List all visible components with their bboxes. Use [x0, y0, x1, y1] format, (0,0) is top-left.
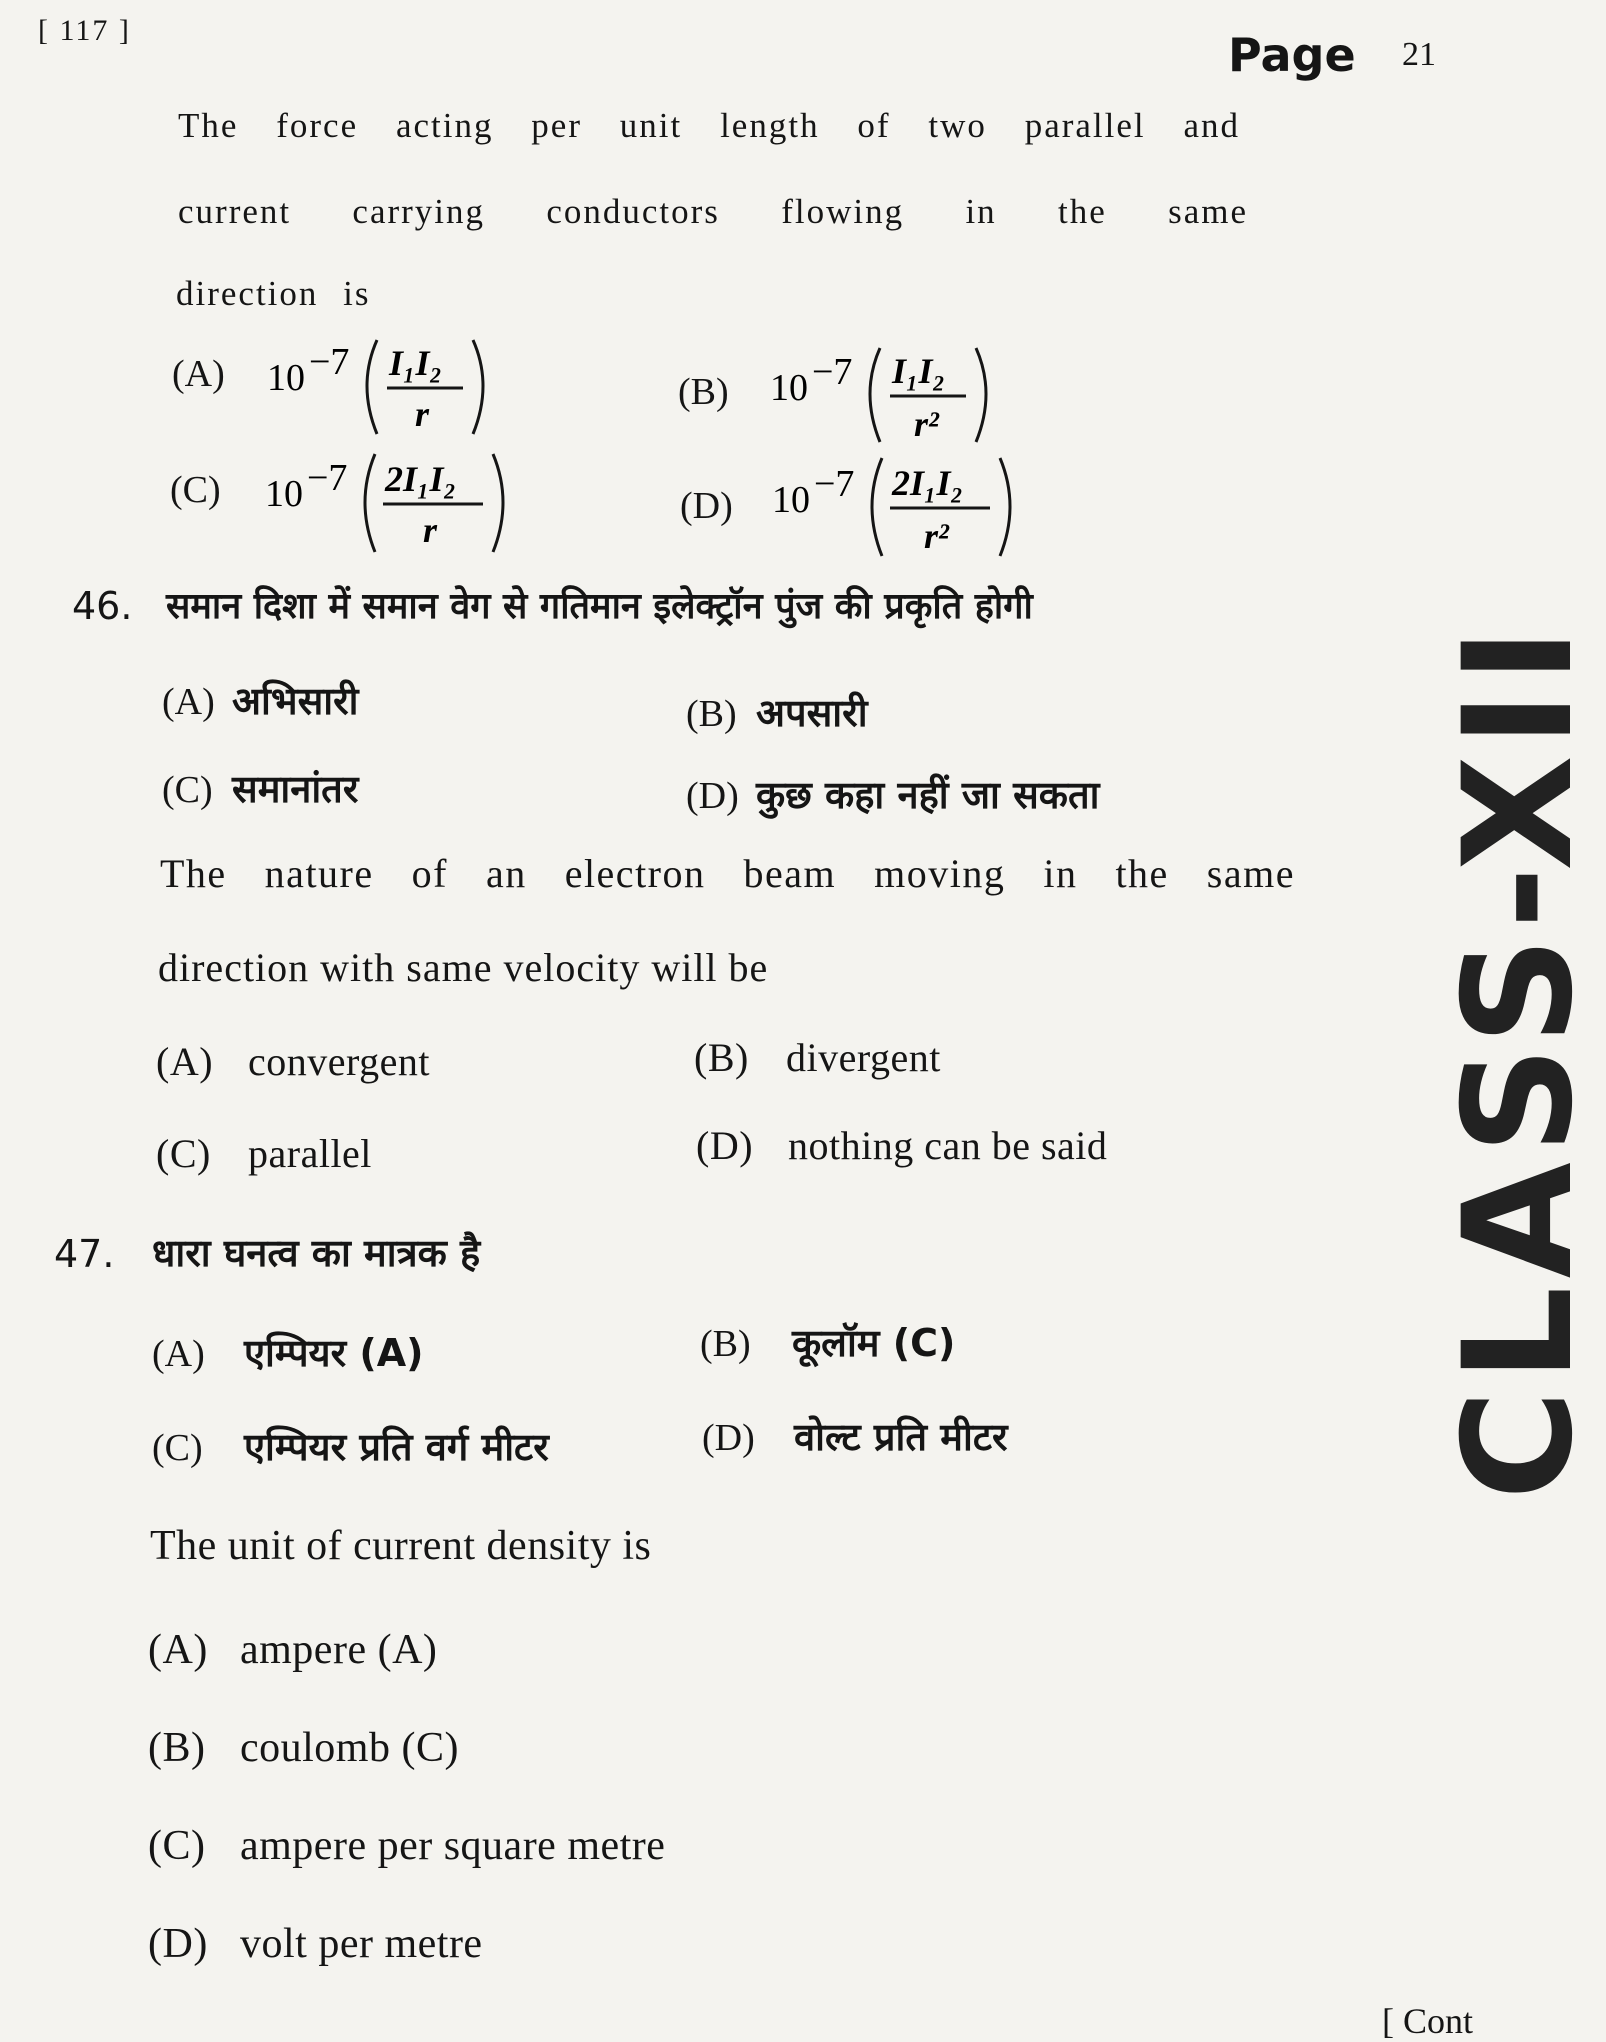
q47-english-option-a: (A) ampere (A): [148, 1627, 438, 1673]
q45-a-num: I₁I₂: [389, 343, 443, 383]
left-paren: [872, 458, 882, 556]
q45-b-num: I₁I₂: [892, 351, 946, 391]
q47-english-question: The unit of current density is: [150, 1523, 652, 1569]
q45-option-c-formula: [263, 446, 523, 556]
q47-hindi-option-a: (A) एम्पियर (A): [152, 1331, 424, 1375]
page-label: Page: [1228, 28, 1356, 82]
q46-hindi-question: समान दिशा में समान वेग से गतिमान इलेक्ट्रॉन पुंज की प्रकृति होगी: [166, 586, 1033, 627]
q47-english-option-c: (C) ampere per square metre: [148, 1823, 666, 1869]
q47-hindi-option-c: (C) एम्पियर प्रति वर्ग मीटर: [152, 1425, 549, 1469]
q46-hindi-option-d: (D) कुछ कहा नहीं जा सकता: [686, 773, 1100, 817]
q46-english-line-1: The nature of an electron beam moving in the same: [160, 851, 1295, 896]
left-paren: [870, 348, 880, 442]
q46-english-line-2: direction with same velocity will be: [158, 945, 769, 990]
q47-hindi-question: धारा घनत्व का मात्रक है: [152, 1231, 481, 1275]
q46-hindi-option-b: (B) अपसारी: [686, 691, 868, 735]
class-sidebar-text: CLASS-XII: [1432, 619, 1606, 1500]
right-paren: [473, 340, 483, 434]
q46-english-option-c: (C) parallel: [156, 1131, 372, 1176]
q45-a-coef: 10: [267, 357, 305, 399]
q45-b-den: r²: [914, 404, 939, 444]
q45-d-exp: −7: [814, 463, 855, 505]
q45-line-2: current carrying conductors flowing in the same: [178, 192, 1248, 231]
q45-a-exp: −7: [309, 341, 350, 383]
q46-hindi-option-a: (A) अभिसारी: [162, 679, 359, 723]
q45-a-den: r: [415, 394, 430, 434]
q45-b-coef: 10: [770, 367, 808, 409]
q45-option-a-letter: (A): [172, 353, 225, 395]
q47-english-option-b: (B) coulomb (C): [148, 1725, 459, 1771]
q47-number: 47.: [54, 1232, 115, 1276]
q46-english-option-a: (A) convergent: [156, 1039, 430, 1084]
page-number: 21: [1402, 36, 1436, 73]
q45-option-c-letter: (C): [170, 469, 221, 511]
q45-b-exp: −7: [812, 351, 853, 393]
q45-c-exp: −7: [307, 457, 348, 499]
class-sidebar-band: [1432, 400, 1606, 1500]
right-paren: [1000, 458, 1010, 556]
q47-hindi-option-d: (D) वोल्ट प्रति मीटर: [702, 1415, 1008, 1459]
q45-option-b-formula: [768, 338, 1008, 448]
continued-marker: [ Cont: [1382, 2001, 1474, 2041]
q45-d-num: 2I₁I₂: [892, 463, 964, 503]
paper-code: [ 117 ]: [38, 14, 131, 47]
q46-english-option-d: (D) nothing can be said: [696, 1123, 1108, 1168]
q45-option-d-letter: (D): [680, 485, 733, 527]
q46-hindi-option-c: (C) समानांतर: [162, 767, 359, 811]
q45-option-a-formula: [265, 330, 505, 440]
q46-number: 46.: [72, 584, 133, 628]
q45-line-3: direction is: [176, 274, 371, 313]
q46-english-option-b: (B) divergent: [694, 1035, 941, 1080]
q45-line-1: The force acting per unit length of two parallel and: [178, 106, 1240, 145]
q45-c-num: 2I₁I₂: [385, 459, 457, 499]
q45-d-den: r²: [924, 516, 949, 556]
right-paren: [493, 454, 503, 552]
q45-c-coef: 10: [265, 473, 303, 515]
right-paren: [976, 348, 986, 442]
q45-option-d-formula: [770, 450, 1030, 560]
q45-d-coef: 10: [772, 479, 810, 521]
q47-hindi-option-b: (B) कूलॉम (C): [700, 1321, 956, 1365]
left-paren: [367, 340, 377, 434]
q47-english-option-d: (D) volt per metre: [148, 1921, 483, 1967]
q45-option-b-letter: (B): [678, 371, 729, 413]
q45-c-den: r: [423, 510, 438, 550]
left-paren: [365, 454, 375, 552]
